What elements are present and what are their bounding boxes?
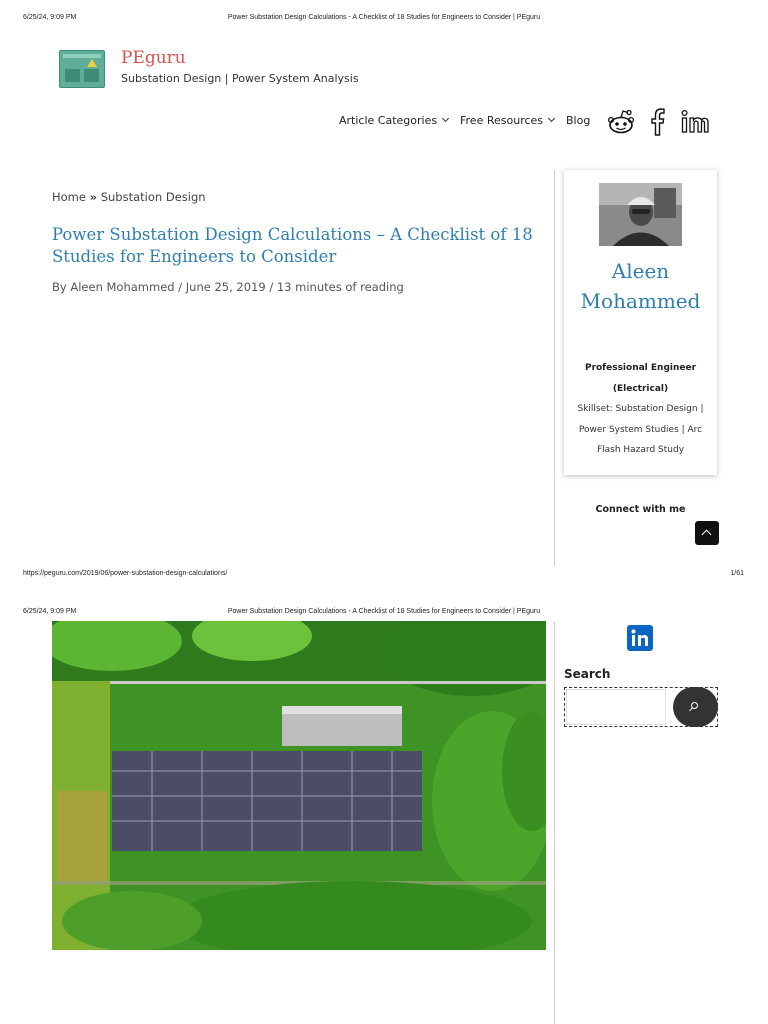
connect-label: Connect with me	[595, 504, 686, 515]
site-name[interactable]: PEguru	[121, 48, 186, 68]
linkedin-icon[interactable]	[680, 107, 710, 137]
linkedin-icon[interactable]	[627, 625, 653, 651]
page-title: Power Substation Design Calculations – A Checklist of 18 Studies for Engineers to Consider	[52, 225, 533, 266]
search-button[interactable]	[673, 687, 718, 727]
avatar	[599, 183, 682, 246]
nav-blog[interactable]	[566, 114, 590, 127]
site-tagline: Substation Design | Power System Analysis	[121, 72, 359, 85]
print-date: 6/25/24, 9:09 PM	[23, 14, 77, 21]
print-page-number: 1/61	[730, 570, 744, 577]
author-skills: Skillset: Substation Design | Power System Studies | Arc Flash Hazard Study	[577, 404, 704, 455]
nav-item-label: Blog	[566, 114, 591, 127]
nav-free-resources[interactable]	[460, 114, 554, 127]
search-label: Search	[564, 667, 611, 681]
scroll-to-top-button[interactable]	[695, 521, 719, 545]
breadcrumb	[52, 190, 206, 204]
nav-item-label: Article Categories	[339, 114, 438, 127]
print-date: 6/25/24, 9:09 PM	[23, 608, 77, 615]
chevron-down-icon	[442, 115, 449, 122]
substation-aerial-image	[52, 621, 546, 950]
author-photo-icon	[599, 183, 682, 246]
nav-item-label: Free Resources	[460, 114, 544, 127]
facebook-icon[interactable]	[648, 107, 668, 137]
reddit-icon[interactable]	[606, 107, 636, 137]
breadcrumb-home[interactable]: Home	[52, 190, 86, 204]
chevron-down-icon	[548, 115, 555, 122]
author-card	[564, 170, 717, 475]
author-role: Professional Engineer (Electrical)	[584, 363, 697, 394]
sidebar-divider	[554, 621, 555, 1024]
sidebar-divider	[554, 170, 555, 566]
post-meta: By Aleen Mohammed / June 25, 2019 / 13 minutes of reading	[52, 280, 404, 294]
breadcrumb-separator: »	[89, 190, 98, 204]
breadcrumb-current[interactable]: Substation Design	[100, 190, 206, 204]
nav-article-categories[interactable]	[339, 114, 448, 127]
search-input[interactable]	[566, 689, 666, 725]
print-title: Power Substation Design Calculations - A Checklist of 18 Studies for Engineers to Consider | PEguru	[227, 608, 541, 615]
print-url: https://peguru.com/2019/06/power-substation-design-calculations/	[23, 570, 228, 577]
author-name[interactable]: Aleen Mohammed	[580, 259, 701, 313]
site-logo-icon[interactable]	[59, 50, 105, 88]
print-title: Power Substation Design Calculations - A Checklist of 18 Studies for Engineers to Consider | PEguru	[227, 14, 541, 21]
substation-photo-icon	[52, 621, 546, 950]
